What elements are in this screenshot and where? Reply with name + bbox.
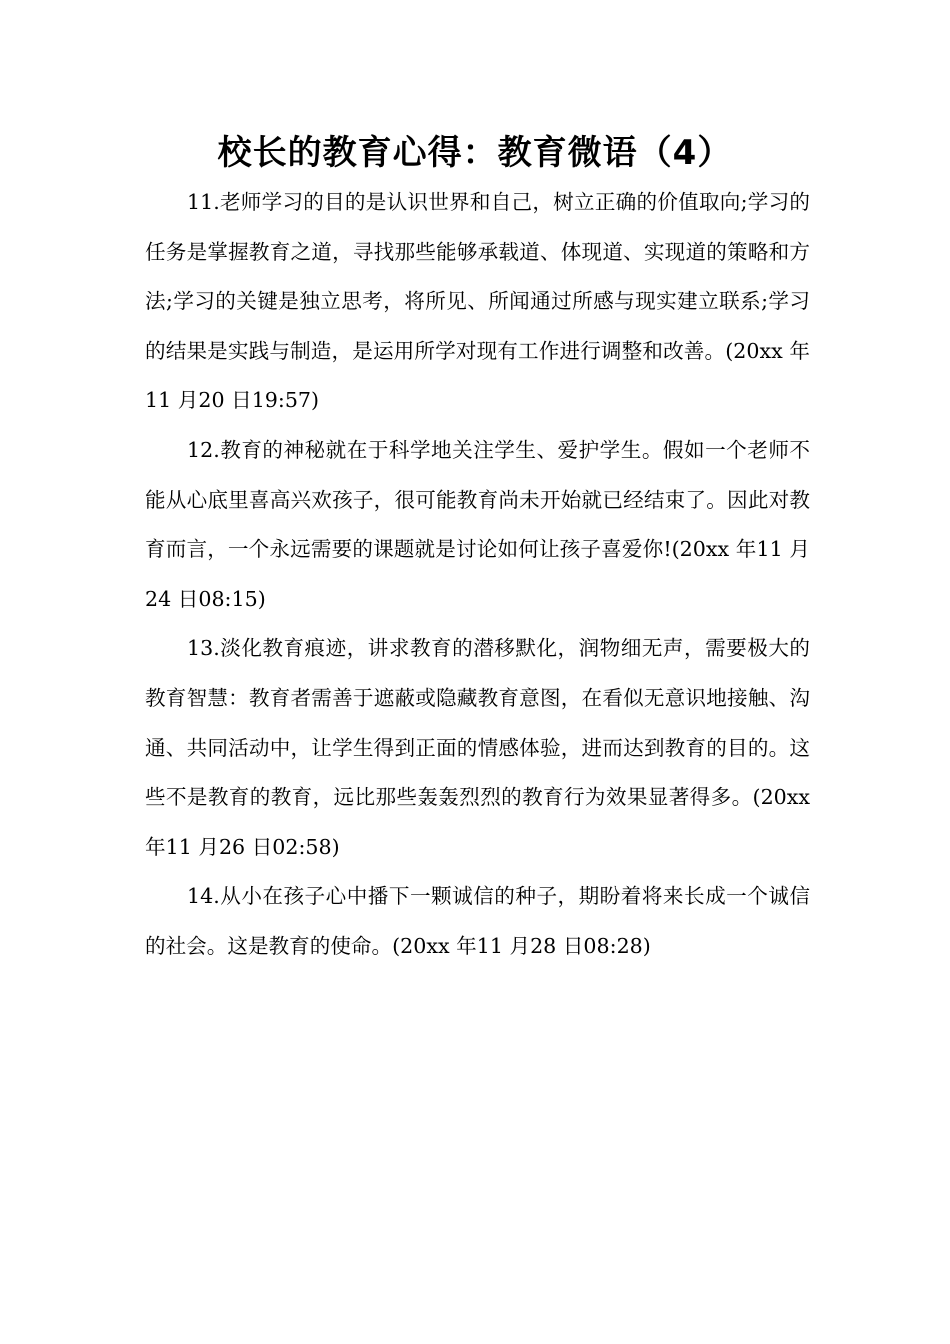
paragraph-13: 13.淡化教育痕迹，讲求教育的潜移默化，润物细无声，需要极大的教育智慧：教育者需善于遮蔽或隐藏教育意图，在看似无意识地接触、沟通、共同活动中，让学生得到正面的情感体验，进而达到教育的目的。这些不是教育的教育，远比那些轰轰烈烈的教育行为效果显著得多。(20xx 年11 月26 日02:58) [145,636,810,859]
paragraph-11: 11.老师学习的目的是认识世界和自己，树立正确的价值取向;学习的任务是掌握教育之道，寻找那些能够承载道、体现道、实现道的策略和方法;学习的关键是独立思考，将所见、所闻通过所感与现实建立联系;学习的结果是实践与制造，是运用所学对现有工作进行调整和改善。(20xx 年11 月20 日19:57) [145,190,810,413]
paragraph-14: 14.从小在孩子心中播下一颗诚信的种子，期盼着将来长成一个诚信的社会。这是教育的使命。(20xx 年11 月28 日08:28) [145,884,810,958]
paragraph-12: 12.教育的神秘就在于科学地关注学生、爱护学生。假如一个老师不能从心底里喜高兴欢孩子，很可能教育尚未开始就已经结束了。因此对教育而言，一个永远需要的课题就是讨论如何让孩子喜爱你!(20xx 年11 月24 日08:15) [145,437,810,611]
page-title: 校长的教育心得：教育微语（4） [217,133,733,173]
document-body [145,178,810,972]
